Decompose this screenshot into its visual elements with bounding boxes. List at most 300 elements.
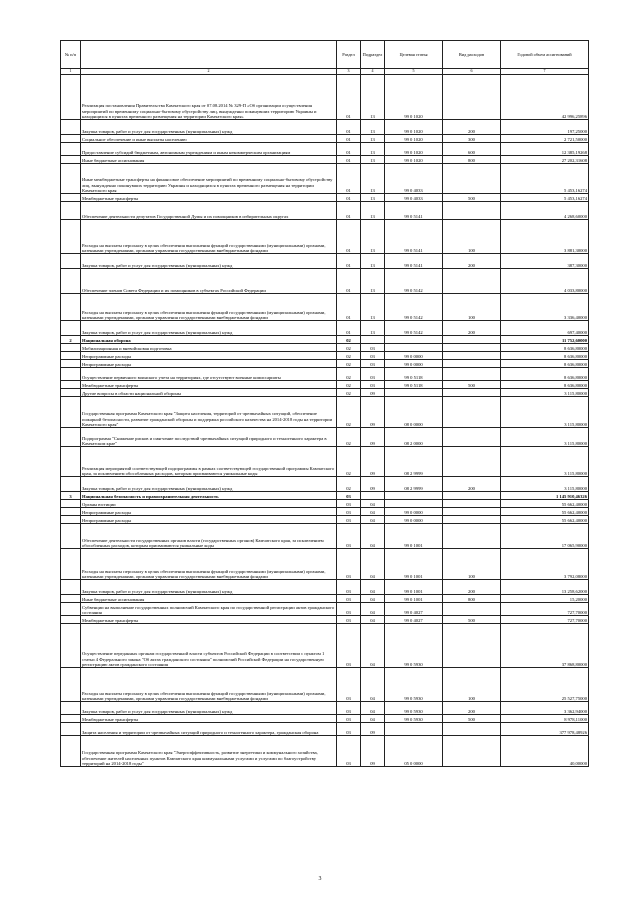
row-section: 02 [337,344,361,352]
row-target-code [385,492,443,500]
table-row [61,344,589,352]
table-row [61,294,589,321]
row-subsection: 13 [361,164,385,194]
row-expense-type: 500 [443,715,501,723]
row-target-code [385,723,443,736]
row-amount: 55 662,40000 [501,516,589,524]
row-subsection: 04 [361,668,385,702]
row-target-code: 99 0 4027 [385,616,443,624]
row-expense-type: 800 [443,595,501,603]
row-expense-type [443,360,501,368]
row-section: 01 [337,202,361,220]
table-row [61,516,589,524]
page-number: 3 [318,876,322,882]
row-target-code [385,344,443,352]
table-row [61,603,589,616]
row-number [61,723,81,736]
table-row [61,202,589,220]
row-section: 03 [337,549,361,580]
table-row [61,624,589,668]
row-target-code [385,389,443,397]
row-target-code: 99 0 5142 [385,269,443,294]
header-num: № п/п [61,41,81,69]
row-number [61,500,81,508]
row-expense-type: 200 [443,580,501,595]
index-cell: 7 [501,69,589,75]
row-target-code: 99 0 1020 [385,135,443,143]
row-number [61,447,81,477]
row-name: Социальное обеспечение и иные выплаты населению [81,135,337,143]
row-expense-type: 200 [443,254,501,269]
row-subsection: 13 [361,135,385,143]
row-name: Расходы на выплаты персоналу в целях обеспечения выполнения функций государственными (муниципальными) органами, казенными учреждениями, органами управления государственными внебюджетными фондами [81,294,337,321]
row-amount: 55 662,40000 [501,500,589,508]
header-subsection: Подраздел [361,41,385,69]
row-section: 03 [337,516,361,524]
row-amount: 8 636,80000 [501,352,589,360]
row-amount: 15,20000 [501,595,589,603]
row-amount: 387,30000 [501,254,589,269]
row-expense-type: 300 [443,135,501,143]
row-section: 02 [337,477,361,492]
row-target-code: 99 0 1001 [385,524,443,549]
row-amount: 727,70000 [501,616,589,624]
table-row [61,428,589,447]
row-target-code: 99 0 1020 [385,156,443,164]
table-row [61,668,589,702]
row-section: 03 [337,524,361,549]
row-subsection: 13 [361,75,385,120]
row-amount: 3 115,80000 [501,447,589,477]
row-subsection: 04 [361,603,385,616]
row-subsection: 09 [361,428,385,447]
row-section: 03 [337,508,361,516]
row-target-code: 08 2 9999 [385,447,443,477]
row-number [61,135,81,143]
row-section: 01 [337,164,361,194]
table-row [61,723,589,736]
row-expense-type: 200 [443,120,501,135]
row-number [61,595,81,603]
row-expense-type: 800 [443,156,501,164]
row-name: Закупка товаров, работ и услуг для государственных (муниципальных) нужд [81,702,337,715]
row-name: Непрограммные расходы [81,508,337,516]
row-section: 03 [337,715,361,723]
row-number [61,352,81,360]
row-name: Межбюджетные трансферты [81,194,337,202]
row-target-code: 99 0 1001 [385,580,443,595]
row-target-code: 99 0 5930 [385,702,443,715]
row-number [61,477,81,492]
row-expense-type: 200 [443,702,501,715]
header-target: Целевая статья [385,41,443,69]
row-subsection: 04 [361,715,385,723]
row-name: Государственная программа Камчатского края "Защита населения, территорий от чрезвычайных ситуаций, обеспечение пожарной безопасности, развитие гражданской обороны и поддержка российского казачества на 2014-2018 годы на территории Камчатского края" [81,397,337,428]
row-number [61,397,81,428]
row-section: 01 [337,220,361,254]
table-row [61,143,589,156]
row-number [61,580,81,595]
row-number [61,508,81,516]
row-target-code: 99 0 4033 [385,164,443,194]
row-target-code: 99 0 4033 [385,194,443,202]
row-expense-type: 100 [443,294,501,321]
row-amount: 55 662,40000 [501,508,589,516]
row-expense-type [443,624,501,668]
table-row [61,389,589,397]
row-number [61,269,81,294]
row-subsection: 09 [361,723,385,736]
row-section: 01 [337,294,361,321]
row-amount: 3 792,08000 [501,549,589,580]
table-row [61,194,589,202]
row-amount: 25 527,75000 [501,668,589,702]
row-name: Расходы на выплаты персоналу в целях обеспечения выполнения функций государственными (муниципальными) органами, казенными учреждениями, органами управления государственными внебюджетными фондами [81,668,337,702]
row-number [61,202,81,220]
row-name: Осуществление переданных органам государственной власти субъектов Российской Федерации в соответствии с пунктом 1 статьи 4 Федерального закона "Об актах гражданского состояния" полномочий Российской Федерации на государственную регистрацию актов гражданского состояния [81,624,337,668]
row-expense-type [443,397,501,428]
row-expense-type: 500 [443,194,501,202]
row-expense-type: 500 [443,381,501,389]
row-number [61,736,81,767]
row-section: 01 [337,269,361,294]
table-row [61,254,589,269]
row-number [61,616,81,624]
row-number [61,294,81,321]
row-section: 02 [337,397,361,428]
row-name: Расходы на выплаты персоналу в целях обеспечения выполнения функций государственными (муниципальными) органами, казенными учреждениями, органами управления государственными внебюджетными фондами [81,549,337,580]
row-number [61,120,81,135]
row-number [61,164,81,194]
row-amount: 8 636,80000 [501,360,589,368]
row-amount: 17 065,90000 [501,524,589,549]
row-name: Осуществление первичного воинского учета на территориях, где отсутствуют военные комиссариаты [81,368,337,381]
row-name: Межбюджетные трансферты [81,715,337,723]
row-number: 3 [61,492,81,500]
table-row [61,447,589,477]
row-number [61,143,81,156]
row-target-code: 99 0 0000 [385,360,443,368]
row-amount: 5 453,16274 [501,194,589,202]
row-amount: 697,40000 [501,321,589,336]
row-section: 02 [337,352,361,360]
row-section: 01 [337,254,361,269]
row-section: 03 [337,616,361,624]
row-section: 03 [337,500,361,508]
row-target-code: 99 0 1020 [385,75,443,120]
row-target-code [385,336,443,344]
row-amount: 8 636,80000 [501,344,589,352]
table-row [61,477,589,492]
row-subsection: 04 [361,524,385,549]
table-row [61,595,589,603]
row-expense-type [443,492,501,500]
row-name: Реализация мероприятий соответствующей подпрограммы в рамках соответствующей государственной программы Камчатского края, за исключением обособленных расходов, которым присваиваются уникальные коды [81,447,337,477]
table-row [61,616,589,624]
row-expense-type [443,75,501,120]
table-row [61,549,589,580]
row-name: Обеспечение деятельности депутатов Государственной Думы и их помощников в избирательных округах [81,202,337,220]
row-number [61,428,81,447]
row-section: 01 [337,135,361,143]
row-number [61,156,81,164]
row-expense-type: 500 [443,616,501,624]
row-number [61,702,81,715]
row-number [61,321,81,336]
row-name: Расходы на выплаты персоналу в целях обеспечения выполнения функций государственными (муниципальными) органами, казенными учреждениями, органами управления государственными внебюджетными фондами [81,220,337,254]
row-name: Национальная оборона [81,336,337,344]
row-expense-type [443,202,501,220]
row-amount: 5 453,16274 [501,164,589,194]
row-name: Подпрограмма "Снижение рисков и смягчение последствий чрезвычайных ситуаций природного и техногенного характера в Камчатском крае" [81,428,337,447]
index-cell: 4 [361,69,385,75]
row-section: 01 [337,194,361,202]
row-number [61,549,81,580]
row-name: Закупка товаров, работ и услуг для государственных (муниципальных) нужд [81,477,337,492]
row-number [61,360,81,368]
row-target-code: 05 0 0000 [385,736,443,767]
row-name: Закупка товаров, работ и услуг для государственных (муниципальных) нужд [81,120,337,135]
row-amount: 12 385,19268 [501,143,589,156]
row-amount: 37 868,80000 [501,624,589,668]
row-number [61,603,81,616]
row-expense-type [443,269,501,294]
row-target-code: 99 0 1020 [385,120,443,135]
row-subsection: 04 [361,616,385,624]
header-sum: Годовой объем ассигнований [501,41,589,69]
row-expense-type [443,389,501,397]
row-expense-type [443,336,501,344]
row-target-code: 99 0 5118 [385,381,443,389]
row-number [61,389,81,397]
row-expense-type [443,736,501,767]
table-row [61,156,589,164]
row-amount: 13 258,62000 [501,580,589,595]
budget-table [60,40,589,767]
row-section: 02 [337,381,361,389]
row-target-code: 99 0 5142 [385,321,443,336]
row-target-code: 99 0 5930 [385,624,443,668]
row-subsection: 04 [361,580,385,595]
row-subsection [361,492,385,500]
row-expense-type: 100 [443,220,501,254]
table-row [61,120,589,135]
row-number [61,715,81,723]
table-row [61,368,589,381]
row-expense-type [443,524,501,549]
row-amount: 3 881,30000 [501,220,589,254]
row-name: Непрограммные расходы [81,516,337,524]
row-section: 03 [337,580,361,595]
row-name: Государственная программа Камчатского края "Энергоэффективность, развитие энергетики и коммунального хозяйства, обеспечение жителей населенных пунктов Камчатского края коммунальными услугами и услугами по благоустройству территорий на 2014-2018 годы" [81,736,337,767]
row-section: 03 [337,624,361,668]
row-subsection: 09 [361,397,385,428]
table-row [61,702,589,715]
row-amount: 727,70000 [501,603,589,616]
header-vr: Вид расходов [443,41,501,69]
row-amount: 197,25000 [501,120,589,135]
row-amount: 3 115,80000 [501,397,589,428]
row-name: Реализация постановления Правительства Камчатского края от 07.08.2014 № 329-П «Об организации осуществления мероприятий по временному социально-бытовому обустройству лиц, вынужденно покинувших территорию Украины и находящихся в пунктах временного размещения на территории Камчатского края» [81,75,337,120]
row-name: Межбюджетные трансферты [81,381,337,389]
table-row [61,75,589,120]
table-row [61,715,589,723]
row-subsection: 13 [361,202,385,220]
index-cell: 2 [81,69,337,75]
row-subsection: 03 [361,352,385,360]
row-amount: 8 978,11000 [501,715,589,723]
row-name: Закупка товаров, работ и услуг для государственных (муниципальных) нужд [81,254,337,269]
row-expense-type [443,447,501,477]
table-row [61,736,589,767]
row-subsection: 13 [361,269,385,294]
row-name: Национальная безопасность и правоохранительная деятельность [81,492,337,500]
row-number [61,220,81,254]
row-target-code: 99 0 5930 [385,668,443,702]
row-expense-type [443,164,501,194]
row-subsection: 04 [361,595,385,603]
row-expense-type [443,508,501,516]
row-expense-type [443,344,501,352]
row-subsection: 09 [361,477,385,492]
row-expense-type [443,723,501,736]
row-subsection: 04 [361,508,385,516]
table-row [61,580,589,595]
row-section: 03 [337,492,361,500]
row-amount: 377 978,48926 [501,723,589,736]
row-section: 03 [337,736,361,767]
row-target-code [385,500,443,508]
row-amount: 3 362,94000 [501,702,589,715]
row-target-code: 99 0 0000 [385,516,443,524]
table-body [61,75,589,767]
header-name [81,41,337,69]
row-section: 03 [337,595,361,603]
row-target-code: 08 2 0000 [385,428,443,447]
row-number [61,194,81,202]
table-row [61,500,589,508]
row-subsection: 09 [361,736,385,767]
row-subsection: 03 [361,344,385,352]
header-section: Раздел [337,41,361,69]
row-expense-type [443,500,501,508]
table-row [61,508,589,516]
row-name: Субвенции на выполнение государственных полномочий Камчатского края по государственной регистрации актов гражданского состояния [81,603,337,616]
row-subsection: 13 [361,220,385,254]
row-section: 01 [337,156,361,164]
row-target-code: 08 2 9999 [385,477,443,492]
row-section: 03 [337,603,361,616]
row-target-code: 99 0 0000 [385,352,443,360]
row-section: 02 [337,360,361,368]
row-name: Непрограммные расходы [81,360,337,368]
row-number: 2 [61,336,81,344]
row-amount: 11 752,60000 [501,336,589,344]
row-expense-type [443,368,501,381]
row-name: Иные бюджетные ассигнования [81,595,337,603]
row-target-code: 99 0 5142 [385,294,443,321]
header-row [61,41,589,69]
row-target-code: 99 0 1001 [385,549,443,580]
row-expense-type: 600 [443,143,501,156]
row-name: Предоставление субсидий бюджетным, автономным учреждениям и иным некоммерческим организациям [81,143,337,156]
row-target-code: 99 0 5930 [385,715,443,723]
row-subsection: 03 [361,368,385,381]
row-amount: 4 268,60000 [501,202,589,220]
index-cell: 6 [443,69,501,75]
index-cell: 3 [337,69,361,75]
row-target-code: 99 0 5141 [385,202,443,220]
row-name: Иные бюджетные ассигнования [81,156,337,164]
row-section: 02 [337,368,361,381]
row-section: 03 [337,702,361,715]
row-section: 01 [337,120,361,135]
row-subsection [361,336,385,344]
row-subsection: 13 [361,294,385,321]
row-expense-type: 200 [443,321,501,336]
row-section: 01 [337,321,361,336]
table-row [61,492,589,500]
table-row [61,220,589,254]
row-amount: 27 202,31608 [501,156,589,164]
row-expense-type [443,603,501,616]
row-number [61,368,81,381]
row-name: Непрограммные расходы [81,352,337,360]
row-amount: 4 033,80000 [501,269,589,294]
row-amount: 2 721,50000 [501,135,589,143]
row-amount: 1 145 910,46326 [501,492,589,500]
row-number [61,254,81,269]
row-subsection: 04 [361,702,385,715]
row-subsection: 13 [361,321,385,336]
index-cell: 5 [385,69,443,75]
row-subsection: 13 [361,143,385,156]
row-section: 01 [337,143,361,156]
row-target-code: 99 0 1020 [385,143,443,156]
row-name: Обеспечение деятельности государственных органов власти (государственных органов) Камчатского края, за исключением обособленных расходов, которым присваиваются уникальные коды [81,524,337,549]
table-row [61,336,589,344]
row-name: Защита населения и территории от чрезвычайных ситуаций природного и техногенного характера, гражданская оборона [81,723,337,736]
row-expense-type: 100 [443,668,501,702]
row-section: 01 [337,75,361,120]
row-subsection: 09 [361,389,385,397]
row-target-code: 99 0 1001 [385,595,443,603]
row-subsection: 04 [361,549,385,580]
table-row [61,321,589,336]
row-subsection: 13 [361,156,385,164]
row-amount: 3 115,80000 [501,477,589,492]
table-row [61,135,589,143]
table-row [61,352,589,360]
row-subsection: 03 [361,360,385,368]
row-name: Закупка товаров, работ и услуг для государственных (муниципальных) нужд [81,580,337,595]
row-name: Иные межбюджетные трансферты на финансовое обеспечение мероприятий по временному социально-бытовому обустройству лиц, вынужденно покинувших территорию Украины и находящихся в пунктах временного размещения на территории Камчатского края [81,164,337,194]
row-expense-type [443,352,501,360]
row-section: 02 [337,447,361,477]
row-section: 02 [337,428,361,447]
row-target-code: 99 0 4027 [385,603,443,616]
row-name: Другие вопросы в области национальной обороны [81,389,337,397]
row-number [61,668,81,702]
row-name: Межбюджетные трансферты [81,616,337,624]
table-row [61,524,589,549]
row-target-code: 99 0 5118 [385,368,443,381]
row-expense-type [443,516,501,524]
row-subsection: 04 [361,516,385,524]
row-amount: 8 636,80000 [501,381,589,389]
row-expense-type: 200 [443,477,501,492]
row-expense-type: 100 [443,549,501,580]
